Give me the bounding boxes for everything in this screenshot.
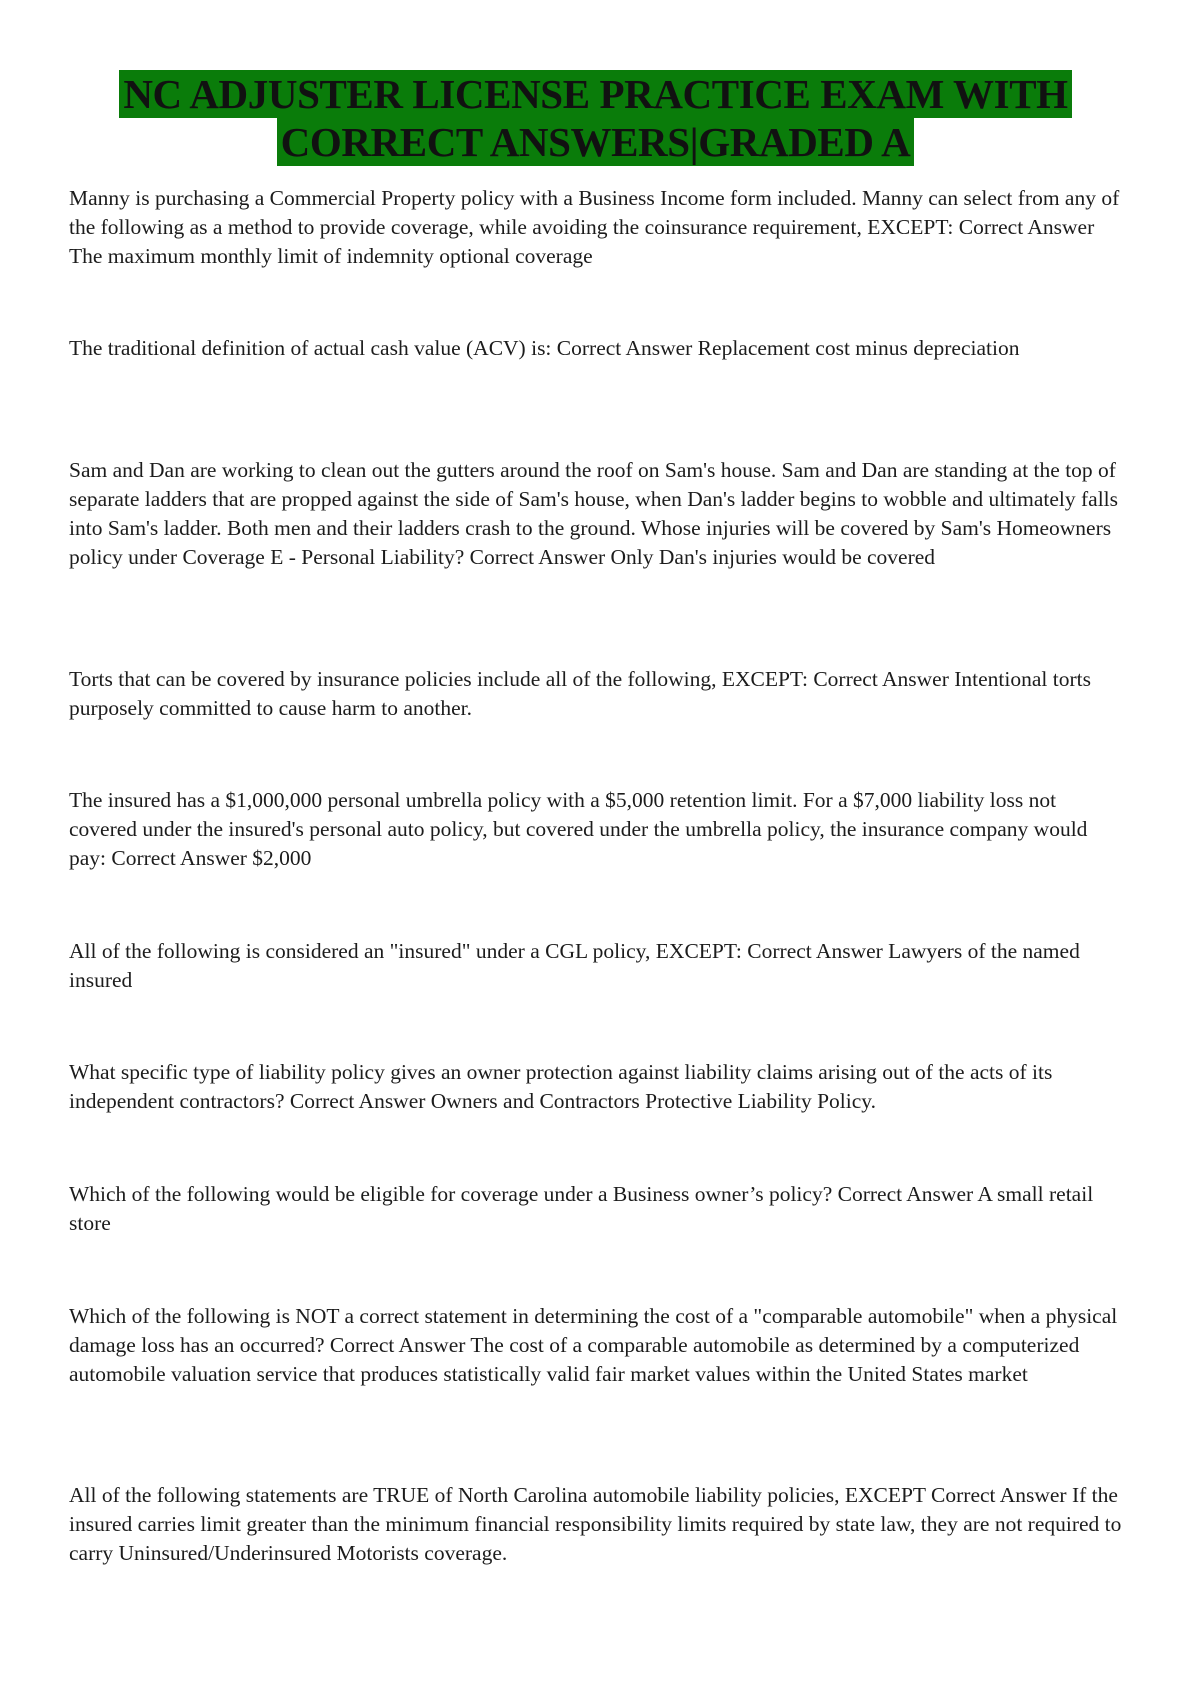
question-answer-7: What specific type of liability policy gives an owner protection against liability claims arising out of the acts of its independent contractors? Correct Answer Owners and Contractors Protective Liability Policy. [69,1060,1053,1113]
question-answer-5: The insured has a $1,000,000 personal umbrella policy with a $5,000 retention limit. For a $7,000 liability loss not covered under the insured's personal auto policy, but covered under the umbrella policy, the insurance company would pay: Correct Answer $2,000 [69,788,1088,870]
title-line-2: CORRECT ANSWERS|GRADED A [277,118,915,166]
question-answer-4: Torts that can be covered by insurance policies include all of the following, EXCEPT: Correct Answer Intentional torts purposely committed to cause harm to another. [69,667,1091,720]
question-answer-2: The traditional definition of actual cash value (ACV) is: Correct Answer Replacement cost minus depreciation [69,336,1020,360]
question-answer-1: Manny is purchasing a Commercial Property policy with a Business Income form included. Manny can select from any of the following as a method to provide coverage, while avoiding the coinsurance requirement, EXCEPT: Correct Answer The maximum monthly limit of indemnity optional coverage [69,186,1120,268]
document-title [0,70,1191,166]
question-answer-10: All of the following statements are TRUE of North Carolina automobile liability policies, EXCEPT Correct Answer If the insured carries limit greater than the minimum financial responsibility limits required by state law, they are not required to carry Uninsured/Underinsured Motorists coverage. [69,1483,1122,1565]
question-answer-8: Which of the following would be eligible for coverage under a Business owner’s policy? Correct Answer A small retail store [69,1182,1094,1235]
question-answer-9: Which of the following is NOT a correct statement in determining the cost of a "comparable automobile" when a physical damage loss has an occurred? Correct Answer The cost of a comparable automobile as determined by a computerized automobile valuation service that produces statistically valid fair market values within the United States market [69,1304,1118,1386]
question-answer-3: Sam and Dan are working to clean out the gutters around the roof on Sam's house. Sam and Dan are standing at the top of separate ladders that are propped against the side of Sam's house, when Dan's ladder begins to wobble and ultimately falls into Sam's ladder. Both men and their ladders crash to the ground. Whose injuries will be covered by Sam's Homeowners policy under Coverage E - Personal Liability? Correct Answer Only Dan's injuries would be covered [69,458,1119,569]
title-line-1: NC ADJUSTER LICENSE PRACTICE EXAM WITH [119,70,1071,118]
question-answer-6: All of the following is considered an "insured" under a CGL policy, EXCEPT: Correct Answer Lawyers of the named insured [69,939,1080,992]
